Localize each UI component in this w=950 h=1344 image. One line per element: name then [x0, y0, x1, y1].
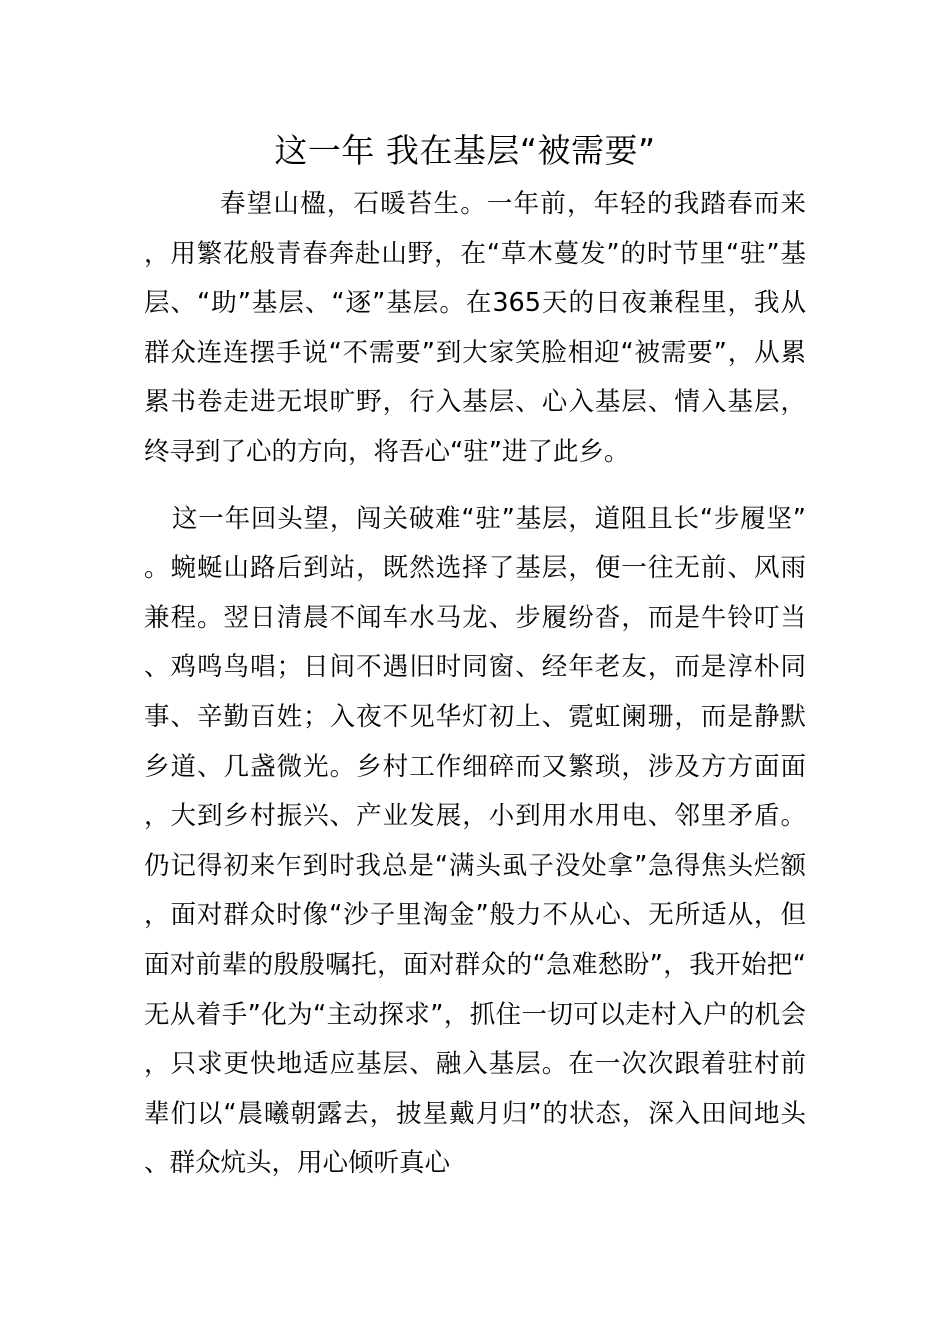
paragraph-1: 春望山楹，石暖苔生。一年前，年轻的我踏春而来，用繁花般青春奔赴山野，在“草木蔓发”的时节里“驻”基层、“助”基层、“逐”基层。在365天的日夜兼程里，我从群众连连摆手说“不需要”到大家笑脸相迎“被需要”，从累累书卷走进无垠旷野，行入基层、心入基层、情入基层，终寻到了心的方向，将吾心“驻”进了此乡。	[144, 189, 806, 467]
article-body	[144, 180, 806, 1189]
paragraph-2: 这一年回头望，闯关破难“驻”基层，道阻且长“步履坚”。蜿蜒山路后到站，既然选择了基层，便一往无前、风雨兼程。翌日清晨不闻车水马龙、步履纷沓，而是牛铃叮当、鸡鸣鸟唱；日间不遇旧时同窗、经年老友，而是淳朴同事、辛勤百姓；入夜不见华灯初上、霓虹阑珊，而是静默乡道、几盏微光。乡村工作细碎而又繁琐，涉及方方面面，大到乡村振兴、产业发展，小到用水用电、邻里矛盾。仍记得初来乍到时我总是“满头虱子没处拿”急得焦头烂额，面对群众时像“沙子里淘金”般力不从心、无所适从，但面对前辈的殷殷嘱托，面对群众的“急难愁盼”，我开始把“无从着手”化为“主动探求”，抓住一切可以走村入户的机会，只求更快地适应基层、融入基层。在一次次跟着驻村前辈们以“晨曦朝露去，披星戴月归”的状态，深入田间地头、群众炕头，用心倾听真心	[144, 503, 806, 1179]
page-title: 这一年 我在基层“被需要”	[274, 131, 656, 170]
